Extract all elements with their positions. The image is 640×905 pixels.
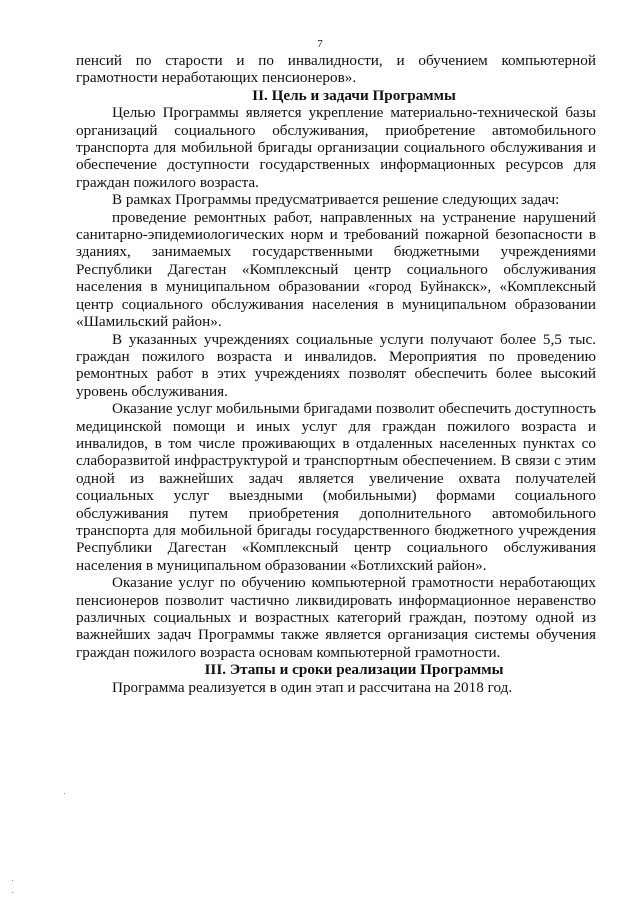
scan-speck [12,892,13,893]
paragraph: Оказание услуг по обучению компьютерной грамотности неработающих пенсионеров позволит частично ликвидировать информационное неравенство различных социальных и возрастных категорий граждан, поэтому одной из важнейших задач Программы также является организация системы обучения граждан пожилого возраста основам компьютерной грамотности. [76,574,596,661]
page-number: 7 [317,38,323,50]
paragraph: Целью Программы является укрепление материально-технической базы организаций социального обслуживания, приобретение автомобильного транспорта для мобильной бригады организации социального обслуживания и обеспечение доступности государственных информационных ресурсов для граждан пожилого возраста. [76,104,596,191]
section-heading-goals: II. Цель и задачи Программы [252,86,456,104]
scan-speck [12,880,13,881]
intro-paragraph: пенсий по старости и по инвалидности, и обучением компьютерной грамотности неработающих пенсионеров». [76,52,596,87]
paragraph: В рамках Программы предусматривается решение следующих задач: [112,191,560,209]
section-heading-stages: III. Этапы и сроки реализации Программы [204,661,504,679]
paragraph: Программа реализуется в один этап и рассчитана на 2018 год. [112,678,513,696]
paragraph: проведение ремонтных работ, направленных на устранение нарушений санитарно-эпидемиологических норм и требований пожарной безопасности в зданиях, занимаемых государственными бюджетными учреждениями Республики Дагестан «Комплексный центр социального обслуживания населения в муниципальном образовании «город Буйнакск», «Комплексный центр социального обслуживания населения в муниципальном образовании «Шамильский район». [76,208,596,331]
paragraph: Оказание услуг мобильными бригадами позволит обеспечить доступность медицинской помощи и иных услуг для граждан пожилого возраста и инвалидов, в том числе проживающих в отдаленных населенных пунктах со слаборазвитой инфраструктурой и транспортным обеспечением. В связи с этим одной из важнейших задач является увеличение охвата получателей социальных услуг выездными (мобильными) формами социального обслуживания путем приобретения дополнительного автомобильного транспорта для мобильной бригады государственного бюджетного учреждения Республики Дагестан «Комплексный центр социального обслуживания населения в муниципальном образовании «Ботлихский район». [76,400,596,574]
scan-speck [64,793,65,794]
document-body [76,52,596,696]
paragraph: В указанных учреждениях социальные услуги получают более 5,5 тыс. граждан пожилого возраста и инвалидов. Мероприятия по проведению ремонтных работ в этих учреждениях позволят обеспечить более высокий уровень обслуживания. [76,330,596,400]
